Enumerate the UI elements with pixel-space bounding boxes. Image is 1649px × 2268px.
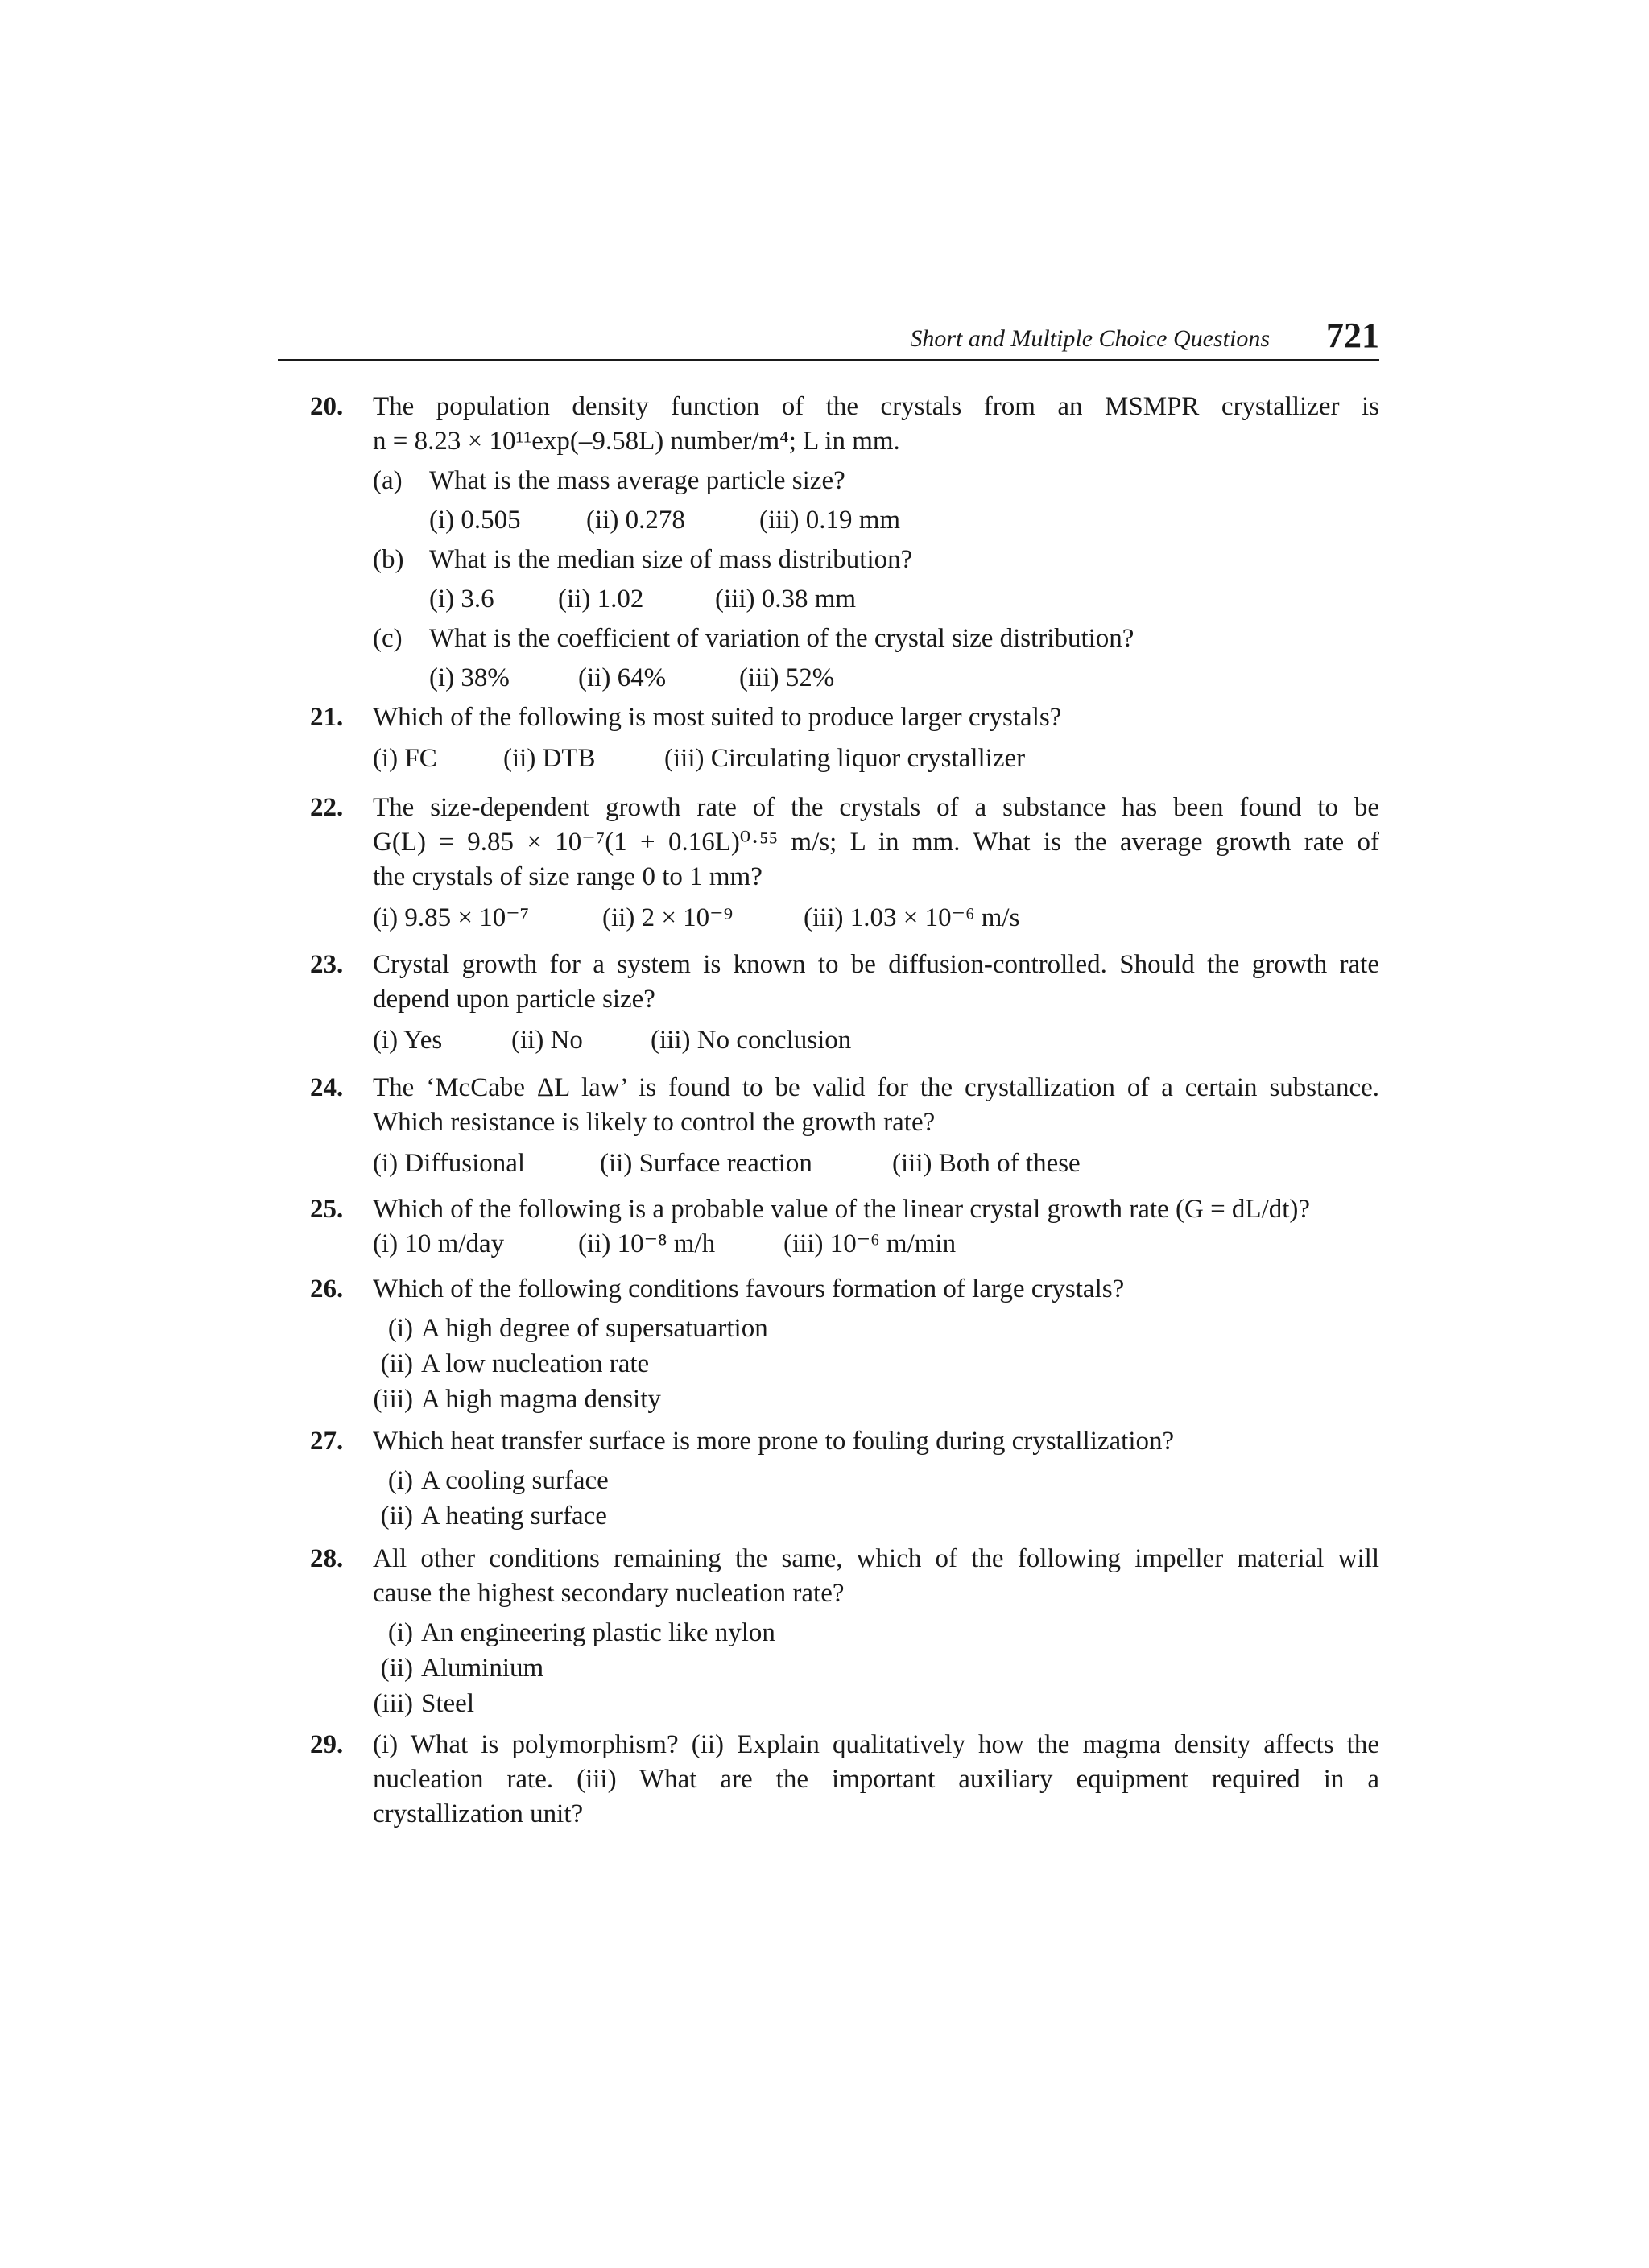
- answer-option: (ii) 10⁻⁸ m/h: [578, 1229, 716, 1258]
- answer-option: [373, 1382, 1379, 1417]
- option-text: Aluminium: [421, 1654, 544, 1683]
- page-number: 721: [1326, 316, 1379, 355]
- answer-options: [429, 503, 1379, 538]
- answer-options: [373, 1227, 1379, 1262]
- question-number: 27.: [310, 1427, 344, 1456]
- answer-option: (iii) 0.38 mm: [715, 585, 857, 613]
- answer-options: [429, 582, 1379, 617]
- question-text-line: crystallization unit?: [373, 1799, 584, 1828]
- answer-option: [373, 1651, 1379, 1686]
- answer-option: (i) 10 m/day: [373, 1229, 505, 1258]
- question-22: [278, 791, 1379, 936]
- answer-option: (iii) No conclusion: [651, 1026, 852, 1055]
- answer-options: [373, 1146, 1379, 1181]
- question-23: [278, 948, 1379, 1058]
- question-text-line: All other conditions remaining the same, which of the following impeller material will: [373, 1544, 1379, 1573]
- sub-question-label: (a): [373, 466, 403, 495]
- sub-question-text: What is the mass average particle size?: [429, 466, 845, 495]
- sub-question-c: [373, 622, 1379, 656]
- question-number: 22.: [310, 793, 344, 822]
- question-number: 28.: [310, 1544, 344, 1573]
- answer-option: (ii) Surface reaction: [600, 1149, 812, 1178]
- answer-option: [373, 1616, 1379, 1650]
- answer-option: [373, 1499, 1379, 1534]
- option-label: (iii): [373, 1385, 413, 1414]
- question-text-line: Crystal growth for a system is known to be diffusion-controlled. Should the growth rate: [373, 950, 1379, 979]
- answer-option: (ii) 64%: [578, 663, 667, 692]
- question-number: 23.: [310, 950, 344, 979]
- sub-question-label: (b): [373, 545, 404, 574]
- question-text-line: Which of the following is most suited to produce larger crystals?: [373, 703, 1062, 732]
- question-text-line: Which heat transfer surface is more prone to fouling during crystallization?: [373, 1427, 1175, 1456]
- answer-options: [373, 1023, 1379, 1058]
- option-text: An engineering plastic like nylon: [421, 1618, 775, 1647]
- question-text-line: Which resistance is likely to control the growth rate?: [373, 1108, 936, 1137]
- question-text-line: G(L) = 9.85 × 10⁻⁷(1 + 0.16L)⁰·⁵⁵ m/s; L in mm. What is the average growth rate of: [373, 828, 1379, 857]
- option-label: (i): [387, 1466, 413, 1495]
- answer-option: (iii) 0.19 mm: [759, 506, 901, 535]
- answer-options: [373, 901, 1379, 936]
- running-header: [278, 314, 1379, 361]
- question-text-line: The size-dependent growth rate of the crystals of a substance has been found to be: [373, 793, 1379, 822]
- option-label: (ii): [380, 1349, 413, 1378]
- answer-option: (ii) 0.278: [586, 506, 685, 535]
- answer-option: (i) 9.85 × 10⁻⁷: [373, 903, 530, 932]
- answer-option: (iii) 1.03 × 10⁻⁶ m/s: [804, 903, 1020, 932]
- answer-option: (ii) DTB: [503, 744, 596, 773]
- option-label: (ii): [380, 1654, 413, 1683]
- option-label: (i): [387, 1314, 413, 1343]
- question-text-line: Which of the following conditions favours formation of large crystals?: [373, 1274, 1125, 1303]
- answer-option: (ii) No: [511, 1026, 583, 1055]
- question-text-line: n = 8.23 × 10¹¹exp(–9.58L) number/m⁴; L in mm.: [373, 427, 900, 456]
- answer-option: (i) FC: [373, 744, 437, 773]
- sub-question-a: [373, 464, 1379, 498]
- answer-option: (ii) 1.02: [558, 585, 644, 613]
- option-label: (ii): [380, 1502, 413, 1531]
- question-number: 21.: [310, 703, 344, 732]
- question-text-line: cause the highest secondary nucleation rate?: [373, 1579, 845, 1608]
- answer-option: (iii) Circulating liquor crystallizer: [664, 744, 1026, 773]
- answer-option: [373, 1464, 1379, 1498]
- answer-option: (iii) 52%: [739, 663, 835, 692]
- question-text-line: The population density function of the crystals from an MSMPR crystallizer is: [373, 392, 1379, 421]
- option-text: A low nucleation rate: [421, 1349, 650, 1378]
- question-number: 24.: [310, 1073, 344, 1102]
- sub-question-b: [373, 543, 1379, 577]
- option-text: A cooling surface: [421, 1466, 609, 1495]
- question-text-line: the crystals of size range 0 to 1 mm?: [373, 862, 763, 891]
- option-text: A high degree of supersatuartion: [421, 1314, 768, 1343]
- question-number: 26.: [310, 1274, 344, 1303]
- answer-option: [373, 1687, 1379, 1721]
- question-29: [278, 1728, 1379, 1832]
- answer-option: (i) 0.505: [429, 506, 521, 535]
- question-number: 25.: [310, 1195, 344, 1224]
- answer-option: (ii) 2 × 10⁻⁹: [602, 903, 734, 932]
- running-title: Short and Multiple Choice Questions: [910, 325, 1270, 352]
- answer-option: (iii) 10⁻⁶ m/min: [783, 1229, 957, 1258]
- question-text-line: nucleation rate. (iii) What are the important auxiliary equipment required in a: [373, 1765, 1379, 1794]
- question-text-line: (i) What is polymorphism? (ii) Explain qualitatively how the magma density affects the: [373, 1730, 1379, 1759]
- question-number: 20.: [310, 392, 344, 421]
- question-28: [278, 1542, 1379, 1721]
- answer-option: (i) Yes: [373, 1026, 443, 1055]
- option-label: (iii): [373, 1689, 413, 1718]
- answer-option: (iii) Both of these: [892, 1149, 1081, 1178]
- answer-option: [373, 1312, 1379, 1346]
- answer-options: [373, 742, 1379, 776]
- question-25: [278, 1192, 1379, 1262]
- question-text-line: Which of the following is a probable value of the linear crystal growth rate (G = dL/dt)?: [373, 1195, 1311, 1224]
- option-text: A heating surface: [421, 1502, 607, 1531]
- question-number: 29.: [310, 1730, 344, 1759]
- answer-option: (i) 38%: [429, 663, 510, 692]
- sub-question-label: (c): [373, 624, 403, 653]
- question-text-line: The ‘McCabe ΔL law’ is found to be valid for the crystallization of a certain substance.: [373, 1073, 1379, 1102]
- option-text: Steel: [421, 1689, 474, 1718]
- question-24: [278, 1071, 1379, 1181]
- answer-options: [429, 661, 1379, 696]
- answer-option: [373, 1347, 1379, 1382]
- answer-option: (i) Diffusional: [373, 1149, 526, 1178]
- question-text-line: depend upon particle size?: [373, 985, 655, 1014]
- sub-question-text: What is the median size of mass distribution?: [429, 545, 913, 574]
- question-21: [278, 700, 1379, 776]
- option-label: (i): [387, 1618, 413, 1647]
- answer-option: (i) 3.6: [429, 585, 494, 613]
- sub-question-text: What is the coefficient of variation of the crystal size distribution?: [429, 624, 1134, 653]
- question-26: [278, 1272, 1379, 1417]
- question-27: [278, 1424, 1379, 1534]
- option-text: A high magma density: [421, 1385, 661, 1414]
- question-20: [278, 390, 1379, 696]
